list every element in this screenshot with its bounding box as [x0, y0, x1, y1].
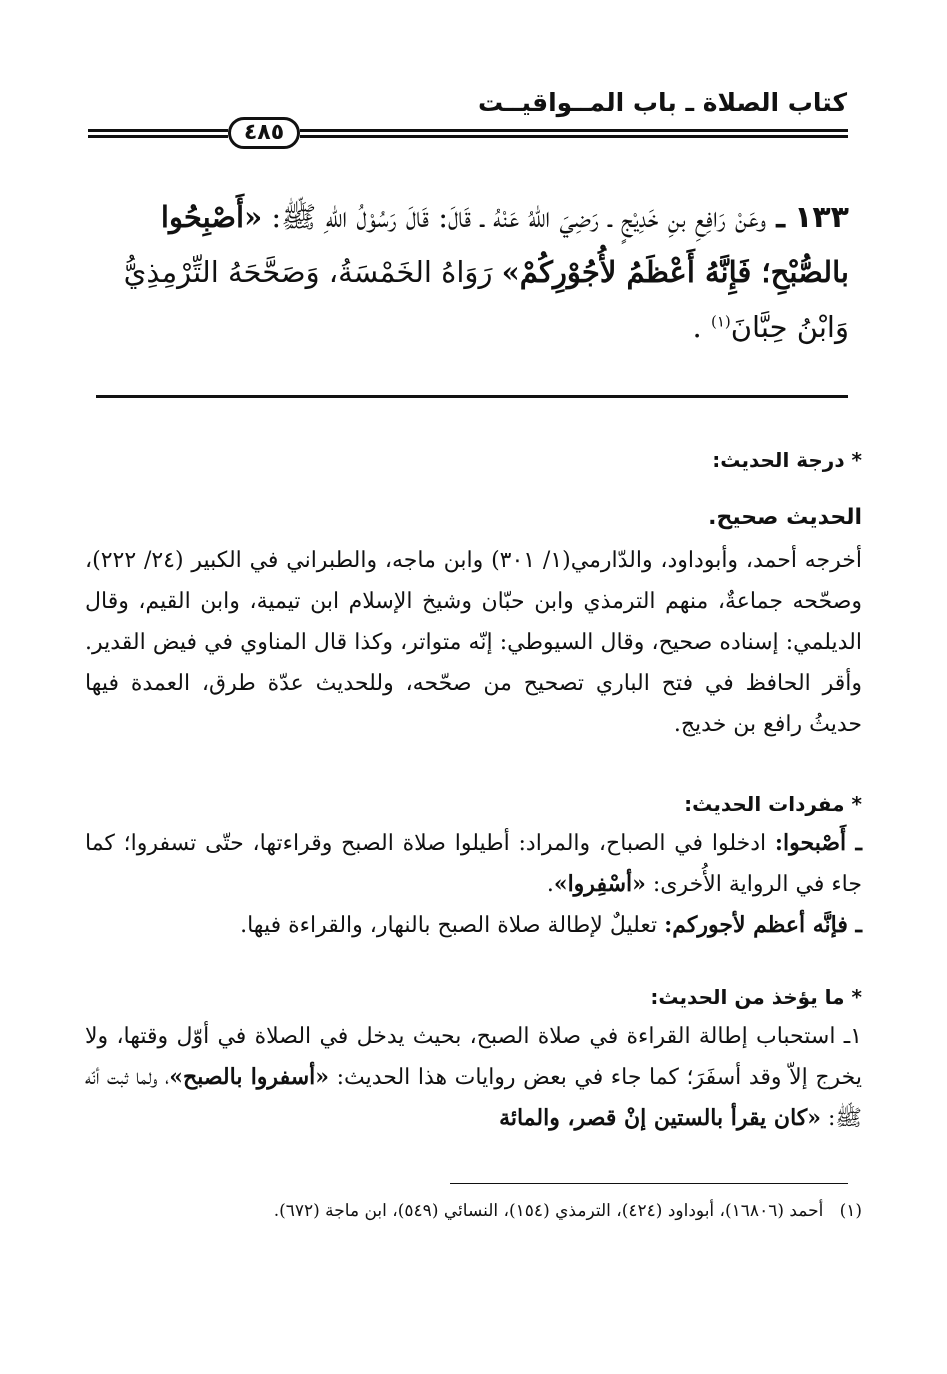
grade-text: أخرجه أحمد، وأبوداود، والدّارمي(١/ ٣٠١) وابن ماجه، والطبراني في الكبير (٢٤/ ٢٢٢)، وصحّحه جماعةٌ، منهم الترمذي وابن حبّان وشيخ الإسلام ابن تيمية، وابن القيم، وقال الديلمي: إسناده صحيح، وقال السيوطي: إنّه متواتر، وكذا قال المناوي في فيض القدير. وأقر الحافظ في فتح الباري تصحيح من صحّحه، وللحديث عدّة طرق، العمدة فيها حديثُ رافع بن خديج.: [85, 548, 862, 737]
hadith-number: ١٣٣: [794, 200, 849, 235]
vocabulary-section: [85, 785, 862, 946]
footnote-ref: (١): [710, 312, 731, 331]
hadith-tail: رَوَاهُ الخَمْسَةُ، وَصَحَّحَهُ التِّرْمِذِيُّ وَابْنُ حِبَّانَ: [123, 255, 849, 344]
grade-heading: * درجة الحديث:: [712, 448, 862, 472]
lessons-heading: * ما يؤخذ من الحديث:: [650, 985, 862, 1009]
footnote-text: أحمد (١٦٨٠٦)، أبوداود (٤٢٤)، الترمذي (١٥٤)، النسائي (٥٤٩)، ابن ماجة (٦٧٢).: [273, 1201, 824, 1221]
grade-section: [85, 440, 862, 745]
lessons-section: [85, 978, 862, 1139]
footnote-marker: (١): [839, 1201, 862, 1221]
running-header: كتاب الصلاة ـ باب المــواقيــت: [477, 88, 847, 117]
hadith-intro: وعَنْ رَافِعِ بنِ خَدِيْجٍ ـ رَضِيَ اللهُ عَنْهُ ـ قَالَ: قَالَ رَسُوْلُ اللهِ ﷺ:: [262, 200, 767, 234]
header-rule-left: [88, 129, 228, 139]
hadith-text: ١٣٣ ـ وعَنْ رَافِعِ بنِ خَدِيْجٍ ـ رَضِيَ اللهُ عَنْهُ ـ قَالَ: قَالَ رَسُوْلُ اللهِ ﷺ: «أَصْبِحُوا بالصُّبْحِ؛ فَإِنَّهُ أَعْظَمُ لأُجُوْرِكُمْ» رَوَاهُ الخَمْسَةُ، وَصَحَّحَهُ التِّرْمِذِيُّ وَابْنُ حِبَّانَ$^{(١)}$ .: [123, 200, 849, 344]
vocabulary-heading: * مفردات الحديث:: [684, 792, 862, 816]
lesson-number: ١ـ: [843, 1024, 862, 1049]
header-rule-right: [300, 129, 848, 139]
vocabulary-term: ـ أَصْبحوا:: [774, 830, 863, 856]
vocabulary-item: ـ أَصْبحوا: ادخلوا في الصباح، والمراد: أطيلوا صلاة الصبح وقراءتها، حتّى تسفروا؛ كما جاء في الرواية الأُخرى: «أسْفِروا».: [85, 830, 863, 897]
lesson-item: ١ـ استحباب إطالة القراءة في صلاة الصبح، بحيث يدخل في الصلاة في أوّل وقتها، ولا يخرج إلاّ وقد أسفَرَ؛ كما جاء في بعض روايات هذا الحديث: «أسفروا بالصبح»، ولما ثبت أنّه ﷺ: «كان يقرأ بالستين إنْ قصر، والمائة: [85, 1024, 862, 1131]
vocabulary-item: ـ فإنَّه أعظم لأجوركم: تعليلٌ لإطالة صلاة الصبح بالنهار، والقراءة فيها.: [240, 912, 862, 938]
grade-verdict: الحديث صحيح.: [708, 505, 862, 530]
hadith-quote: «أَصْبِحُوا بالصُّبْحِ؛ فَإِنَّهُ أَعْظَمُ لأُجُوْرِكُمْ»: [160, 200, 849, 289]
hadith-divider: [96, 395, 848, 398]
vocabulary-term: ـ فإنَّه أعظم لأجوركم:: [664, 912, 862, 938]
footnote-divider: [450, 1183, 848, 1184]
page-number: ٤٨٥: [228, 117, 300, 149]
hadith-end: .: [692, 310, 711, 344]
footnote: [85, 1196, 862, 1226]
